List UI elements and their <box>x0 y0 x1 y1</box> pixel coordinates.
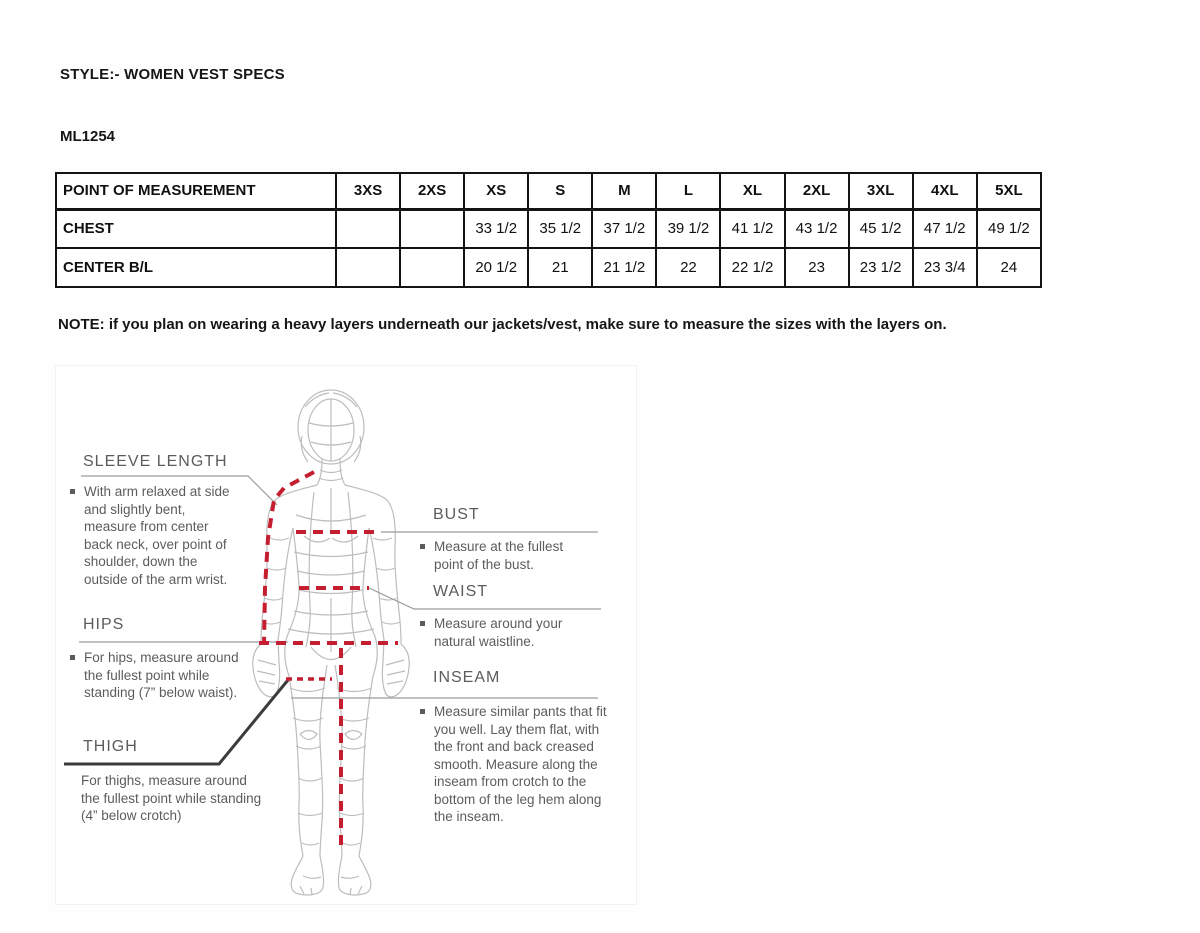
waist-description: Measure around your natural waistline. <box>434 616 563 649</box>
chest-m: 37 1/2 <box>592 209 656 248</box>
chest-2xs <box>400 209 464 248</box>
bullet-icon <box>70 489 75 494</box>
centerbl-4xl: 23 3/4 <box>913 248 977 287</box>
sleeve-measure-line <box>264 472 314 644</box>
col-header-5xl: 5XL <box>977 173 1041 209</box>
chest-2xl: 43 1/2 <box>785 209 849 248</box>
inseam-label: INSEAM <box>433 669 501 686</box>
chest-s: 35 1/2 <box>528 209 592 248</box>
table-row-center-bl <box>56 248 1041 287</box>
col-header-xl: XL <box>720 173 784 209</box>
row-label-center-bl: CENTER B/L <box>56 248 336 287</box>
centerbl-l: 22 <box>656 248 720 287</box>
col-header-3xs: 3XS <box>336 173 400 209</box>
waist-label: WAIST <box>433 583 489 600</box>
bust-description: Measure at the fullest point of the bust. <box>434 539 564 572</box>
bust-label: BUST <box>433 506 480 523</box>
chest-4xl: 47 1/2 <box>913 209 977 248</box>
chest-3xs <box>336 209 400 248</box>
thigh-label: THIGH <box>83 738 138 755</box>
sleeve-length-label: SLEEVE LENGTH <box>83 453 228 470</box>
col-header-2xs: 2XS <box>400 173 464 209</box>
col-header-l: L <box>656 173 720 209</box>
bullet-icon <box>420 621 425 626</box>
row-label-chest: CHEST <box>56 209 336 248</box>
centerbl-m: 21 1/2 <box>592 248 656 287</box>
col-header-point-of-measurement: POINT OF MEASUREMENT <box>56 173 336 209</box>
table-header-row <box>56 173 1041 209</box>
bullet-icon <box>70 655 75 660</box>
page-title: STYLE:- WOMEN VEST SPECS <box>60 66 285 83</box>
chest-5xl: 49 1/2 <box>977 209 1041 248</box>
centerbl-xs: 20 1/2 <box>464 248 528 287</box>
col-header-m: M <box>592 173 656 209</box>
bullet-icon <box>420 544 425 549</box>
table-row-chest <box>56 209 1041 248</box>
centerbl-5xl: 24 <box>977 248 1041 287</box>
col-header-4xl: 4XL <box>913 173 977 209</box>
col-header-xs: XS <box>464 173 528 209</box>
size-spec-table <box>55 172 1042 288</box>
hips-description: For hips, measure around the fullest point while standing (7” below waist). <box>84 650 239 700</box>
note-text: NOTE: if you plan on wearing a heavy layers underneath our jackets/vest, make sure to measure the sizes with the layers on. <box>58 316 947 333</box>
inseam-description: Measure similar pants that fit you well. Lay them flat, with the front and back creased smooth. Measure along the inseam from crotch to the bottom of the leg hem along the inseam. <box>434 704 607 824</box>
chest-xs: 33 1/2 <box>464 209 528 248</box>
centerbl-3xl: 23 1/2 <box>849 248 913 287</box>
chest-l: 39 1/2 <box>656 209 720 248</box>
centerbl-2xs <box>400 248 464 287</box>
col-header-s: S <box>528 173 592 209</box>
col-header-3xl: 3XL <box>849 173 913 209</box>
thigh-description: For thighs, measure around the fullest point while standing (4” below crotch) <box>81 773 262 823</box>
chest-3xl: 45 1/2 <box>849 209 913 248</box>
col-header-2xl: 2XL <box>785 173 849 209</box>
centerbl-xl: 22 1/2 <box>720 248 784 287</box>
centerbl-2xl: 23 <box>785 248 849 287</box>
centerbl-s: 21 <box>528 248 592 287</box>
centerbl-3xs <box>336 248 400 287</box>
hips-label: HIPS <box>83 616 125 633</box>
bullet-icon <box>420 709 425 714</box>
chest-xl: 41 1/2 <box>720 209 784 248</box>
sleeve-length-description: With arm relaxed at side and slightly bent, measure from center back neck, over point of shoulder, down the outside of the arm wrist. <box>84 484 230 587</box>
measurement-diagram <box>55 365 637 905</box>
style-code: ML1254 <box>60 128 116 145</box>
